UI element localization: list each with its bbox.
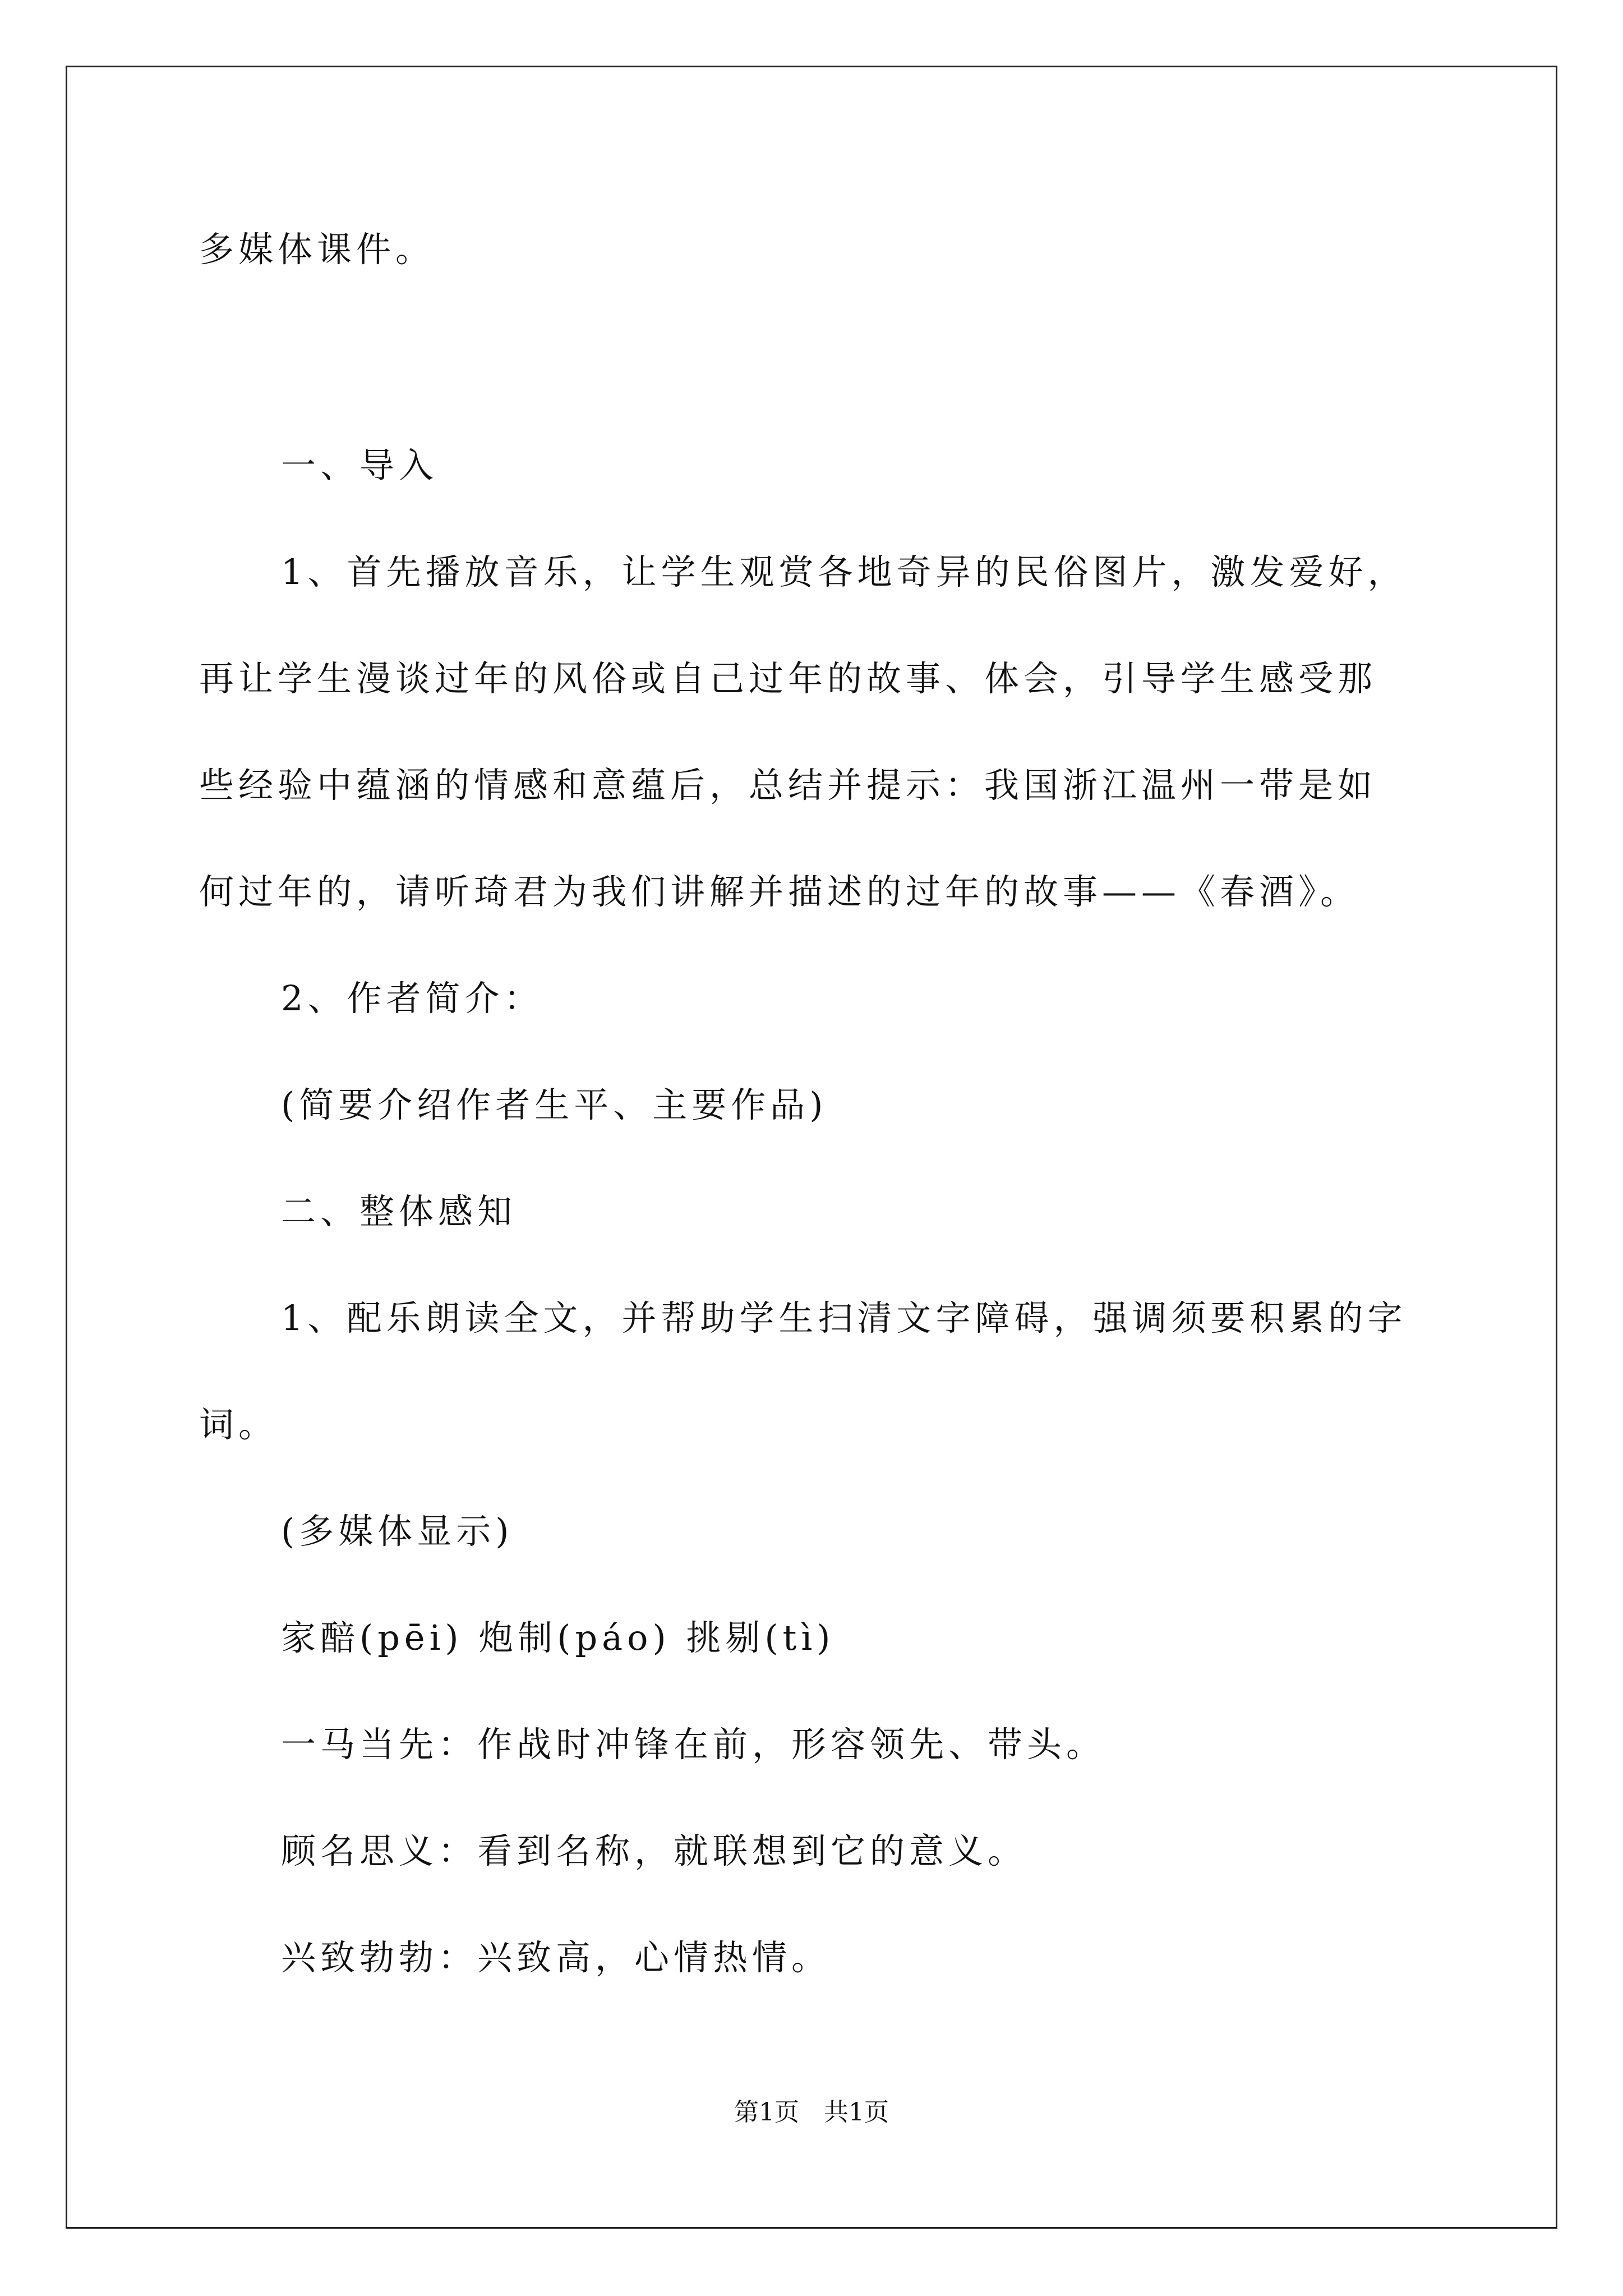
text-line: 多媒体课件。 [199, 229, 435, 270]
text-line: (简要介绍作者生平、主要作品) [281, 1084, 828, 1125]
text-line: 1、首先播放音乐，让学生观赏各地奇异的民俗图片，激发爱好， [281, 551, 1407, 592]
text-line: 1、配乐朗读全文，并帮助学生扫清文字障碍，强调须要积累的字 [281, 1297, 1407, 1338]
section-heading: 二、整体感知 [281, 1191, 517, 1232]
vocab-line: 顾名思义：看到名称，就联想到它的意义。 [281, 1830, 1027, 1871]
vocab-line: 一马当先：作战时冲锋在前，形容领先、带头。 [281, 1724, 1106, 1765]
text-line: (多媒体显示) [281, 1511, 514, 1552]
text-line: 再让学生漫谈过年的风俗或自己过年的故事、体会，引导学生感受那 [199, 658, 1377, 699]
text-line: 2、作者简介： [281, 978, 543, 1019]
vocab-line: 家醅(pēi) 炮制(páo) 挑剔(tì) [281, 1617, 835, 1658]
vocab-line: 兴致勃勃：兴致高，心情热情。 [281, 1937, 831, 1978]
section-heading: 一、导入 [281, 445, 439, 486]
page-border [66, 66, 1557, 2229]
page-footer: 第1页 共1页 [734, 2098, 889, 2127]
text-line: 何过年的，请听琦君为我们讲解并描述的过年的故事——《春酒》。 [199, 871, 1360, 912]
text-line: 些经验中蕴涵的情感和意蕴后，总结并提示：我国浙江温州一带是如 [199, 765, 1377, 806]
text-line: 词。 [199, 1404, 278, 1445]
